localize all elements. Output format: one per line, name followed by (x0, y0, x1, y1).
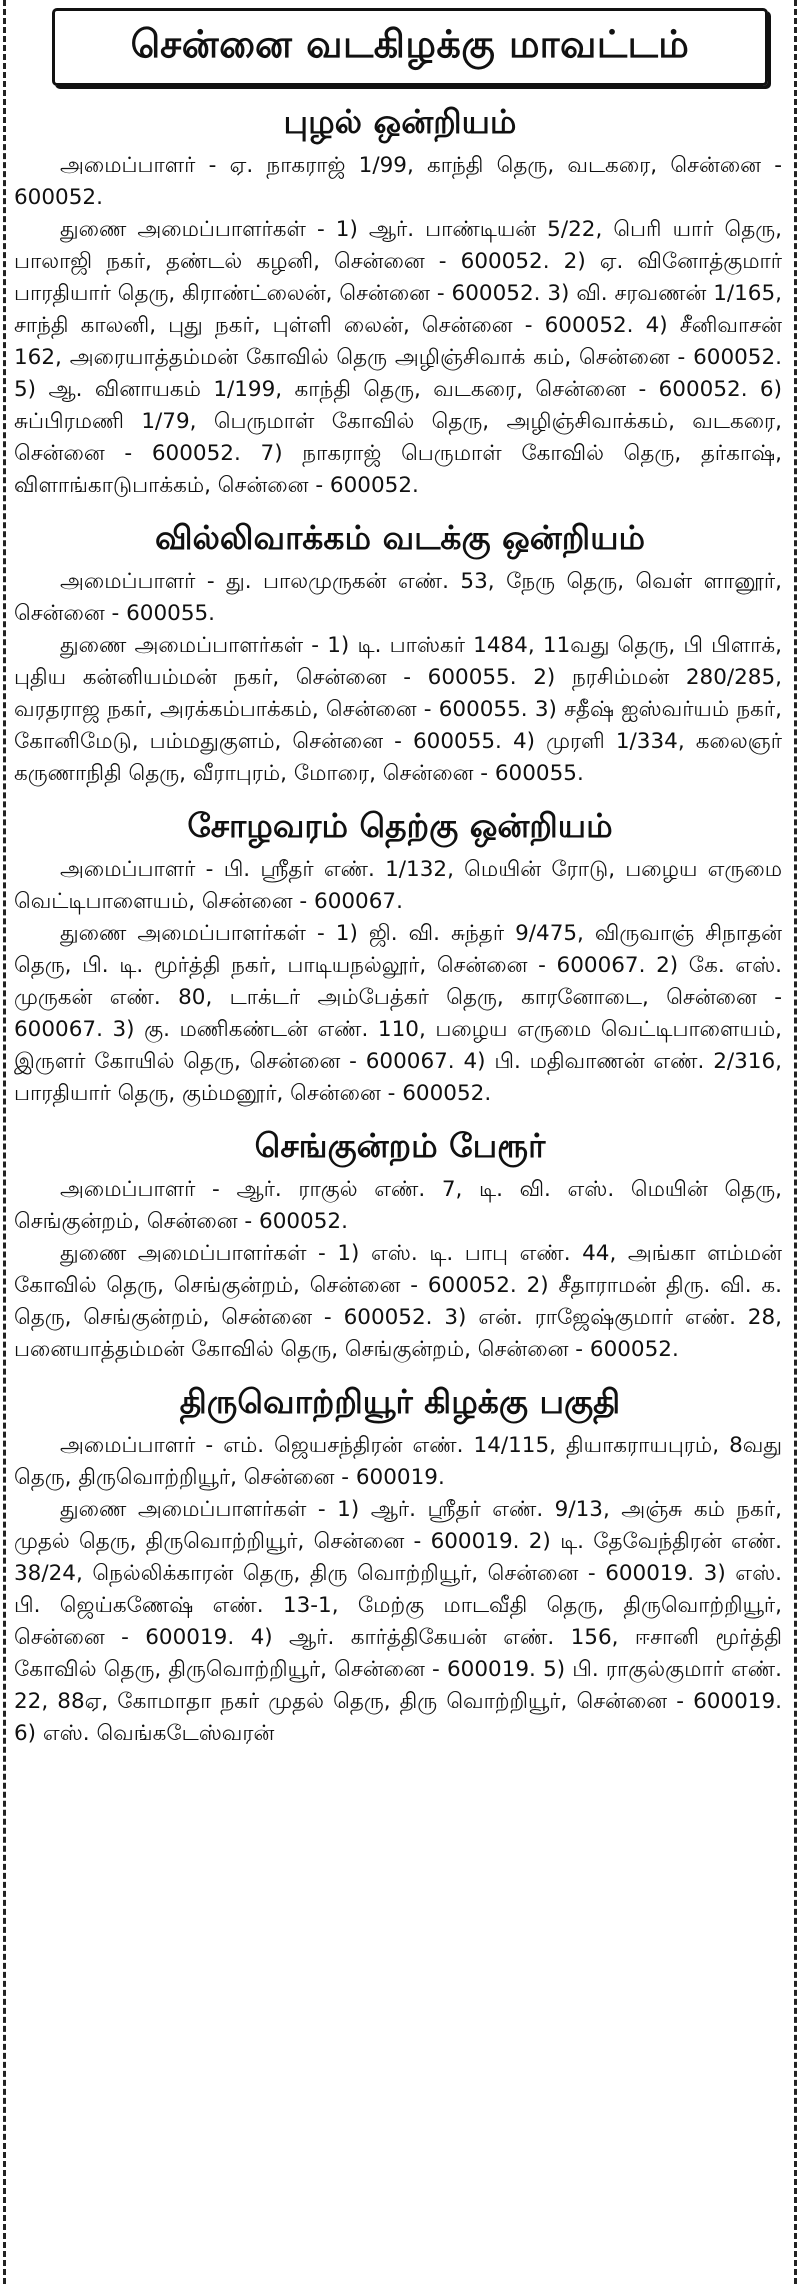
section-thiruvottiyur (14, 1380, 786, 1750)
district-banner (52, 8, 768, 86)
deputies-text: துணை அமைப்பாளர்கள் - 1) எஸ். டி. பாபு எண். 44, அங்கா ளம்மன் கோவில் தெரு, செங்குன்றம், சென்னை - 600052. 2) சீதாராமன் திரு. வி. க. தெரு, செங்குன்றம், சென்னை - 600052. 3) என். ராஜேஷ்குமார் எண். 28, பனையாத்தம்மன் கோவில் தெரு, செங்குன்றம், சென்னை - 600052. (14, 1241, 782, 1362)
newspaper-column (14, 0, 786, 2284)
deputies-text: துணை அமைப்பாளர்கள் - 1) ஆர். ஸ்ரீதர் எண். 9/13, அஞ்சு கம் நகர், முதல் தெரு, திருவொற்றியூர், சென்னை - 600019. 2) டி. தேவேந்திரன் எண். 38/24, நெல்லிக்காரன் தெரு, திரு வொற்றியூர், சென்னை - 600019. 3) எஸ். பி. ஜெய்கணேஷ் எண். 13-1, மேற்கு மாடவீதி தெரு, திருவொற்றியூர், சென்னை - 600019. 4) ஆர். கார்த்திகேயன் எண். 156, ஈசானி மூர்த்தி கோவில் தெரு, திருவொற்றியூர், சென்னை - 600019. 5) பி. ராகுல்குமார் எண். 22, 88ஏ, கோமாதா நகர் முதல் தெரு, திரு வொற்றியூர், சென்னை - 600019. 6) எஸ். வெங்கடேஸ்வரன் (14, 1497, 782, 1746)
deputies-text: துணை அமைப்பாளர்கள் - 1) டி. பாஸ்கர் 1484, 11வது தெரு, பி பிளாக், புதிய கன்னியம்மன் நகர், சென்னை - 600055. 2) நரசிம்மன் 280/285, வரதராஜ நகர், அரக்கம்பாக்கம், சென்னை - 600055. 3) சதீஷ் ஐஸ்வர்யம் நகர், கோனிமேடு, பம்மதுகுளம், சென்னை - 600055. 4) முரளி 1/334, கலைஞர் கருணாநிதி தெரு, வீராபுரம், மோரை, சென்னை - 600055. (14, 633, 782, 786)
section-sholavaram (14, 804, 786, 1110)
section-title: சோழவரம் தெற்கு ஒன்றியம் (187, 806, 613, 845)
section-villivakkam (14, 516, 786, 790)
section-title: செங்குன்றம் பேரூர் (254, 1126, 546, 1165)
section-puzhal (14, 100, 786, 502)
organizer-text: அமைப்பாளர் - ஆர். ராகுல் எண். 7, டி. வி. எஸ். மெயின் தெரு, செங்குன்றம், சென்னை - 600052. (14, 1177, 782, 1234)
cut-line-right (794, 0, 797, 2284)
district-title: சென்னை வடகிழக்கு மாவட்டம் (130, 22, 690, 66)
section-title: திருவொற்றியூர் கிழக்கு பகுதி (179, 1382, 621, 1421)
organizer-text: அமைப்பாளர் - எம். ஜெயசந்திரன் எண். 14/115, தியாகராயபுரம், 8வது தெரு, திருவொற்றியூர், சென்னை - 600019. (14, 1433, 782, 1490)
deputies-text: துணை அமைப்பாளர்கள் - 1) ஜி. வி. சுந்தர் 9/475, விருவாஞ் சிநாதன் தெரு, பி. டி. மூர்த்தி நகர், பாடியநல்லூர், சென்னை - 600067. 2) கே. எஸ். முருகன் எண். 80, டாக்டர் அம்பேத்கர் தெரு, காரனோடை, சென்னை - 600067. 3) கு. மணிகண்டன் எண். 110, பழைய எருமை வெட்டிபாளையம், இருளர் கோயில் தெரு, சென்னை - 600067. 4) பி. மதிவாணன் எண். 2/316, பாரதியார் தெரு, கும்மனூர், சென்னை - 600052. (14, 921, 782, 1106)
section-title: வில்லிவாக்கம் வடக்கு ஒன்றியம் (154, 518, 646, 557)
section-title: புழல் ஒன்றியம் (283, 102, 517, 141)
organizer-text: அமைப்பாளர் - பி. ஸ்ரீதர் எண். 1/132, மெயின் ரோடு, பழைய எருமை வெட்டிபாளையம், சென்னை - 600067. (14, 857, 782, 914)
cut-line-left (3, 0, 6, 2284)
section-sengundram (14, 1124, 786, 1366)
deputies-text: துணை அமைப்பாளர்கள் - 1) ஆர். பாண்டியன் 5/22, பெரி யார் தெரு, பாலாஜி நகர், தண்டல் கழனி, சென்னை - 600052. 2) ஏ. வினோத்குமார் பாரதியார் தெரு, கிராண்ட்லைன், சென்னை - 600052. 3) வி. சரவணன் 1/165, சாந்தி காலனி, புது நகர், புள்ளி லைன், சென்னை - 600052. 4) சீனிவாசன் 162, அரையாத்தம்மன் கோவில் தெரு அழிஞ்சிவாக் கம், சென்னை - 600052. 5) ஆ. வினாயகம் 1/199, காந்தி தெரு, வடகரை, சென்னை - 600052. 6) சுப்பிரமணி 1/79, பெருமாள் கோவில் தெரு, அழிஞ்சிவாக்கம், வடகரை, சென்னை - 600052. 7) நாகராஜ் பெருமாள் கோவில் தெரு, தர்காஷ், விளாங்காடுபாக்கம், சென்னை - 600052. (14, 217, 782, 498)
organizer-text: அமைப்பாளர் - து. பாலமுருகன் எண். 53, நேரு தெரு, வெள் ளானூர், சென்னை - 600055. (14, 569, 782, 626)
organizer-text: அமைப்பாளர் - ஏ. நாகராஜ் 1/99, காந்தி தெரு, வடகரை, சென்னை - 600052. (14, 153, 782, 210)
